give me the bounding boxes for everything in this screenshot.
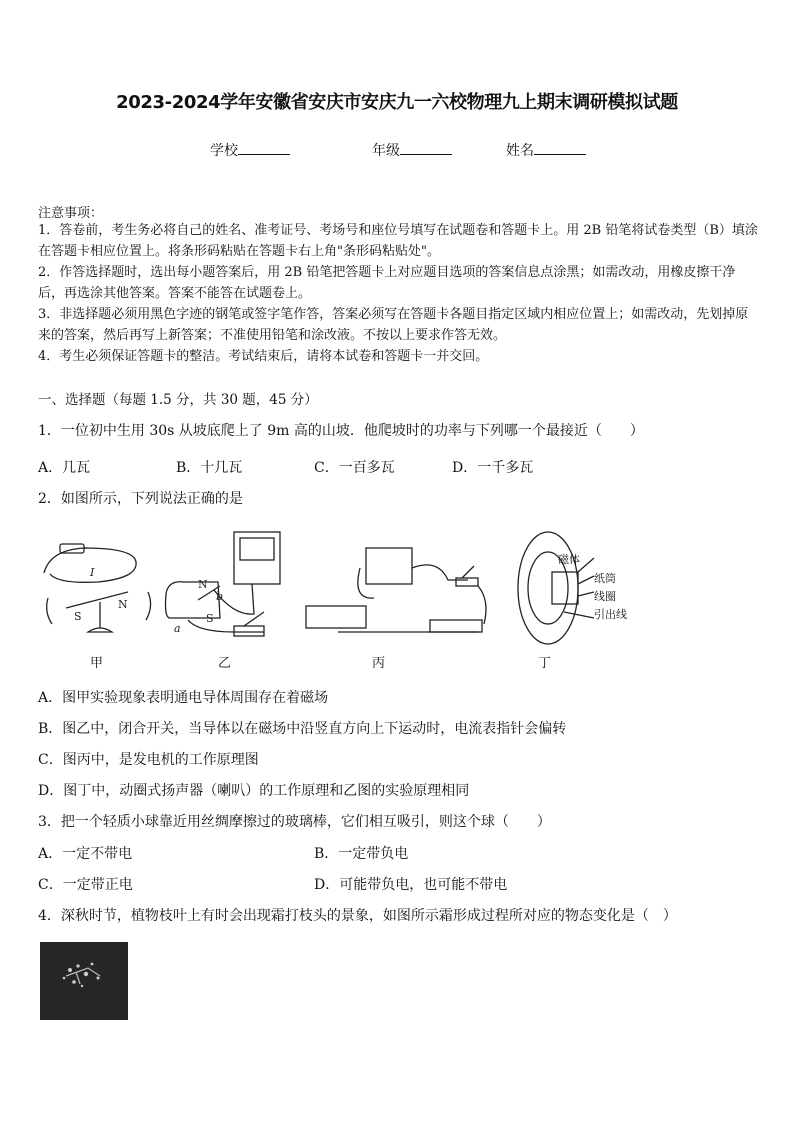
figure-caption-jia: 甲 xyxy=(90,656,104,671)
q1-option-b: B．十几瓦 xyxy=(176,460,243,476)
notes-heading: 注意事项： xyxy=(38,206,104,221)
svg-text:N: N xyxy=(118,598,128,611)
switch-icon xyxy=(234,626,264,636)
name-field xyxy=(506,140,586,160)
svg-text:a: a xyxy=(174,622,181,635)
frost-photo xyxy=(40,942,128,1020)
grade-label: 年级 xyxy=(372,143,400,159)
q2-option-c: C．图丙中，是发电机的工作原理图 xyxy=(38,752,259,768)
rheostat-icon xyxy=(430,620,482,632)
section-heading: 一、选择题（每题 1.5 分，共 30 题，45 分） xyxy=(38,392,318,408)
question-3-stem: 3．把一个轻质小球靠近用丝绸摩擦过的玻璃棒，它们相互吸引，则这个球（ ） xyxy=(38,814,551,830)
q2-option-a: A．图甲实验现象表明通电导体周围存在着磁场 xyxy=(38,690,329,706)
name-blank xyxy=(534,140,586,155)
speaker-label-lead-wire: 引出线 xyxy=(594,608,627,621)
svg-text:I: I xyxy=(90,566,95,579)
battery-pack-icon xyxy=(366,548,412,584)
q1-option-c: C．一百多瓦 xyxy=(314,460,395,476)
grade-field xyxy=(372,140,452,160)
svg-text:S: S xyxy=(206,612,214,625)
grade-blank xyxy=(400,140,452,155)
svg-text:b: b xyxy=(216,590,224,603)
question-4-stem: 4．深秋时节，植物枝叶上有时会出现霜打枝头的景象，如图所示霜形成过程所对应的物态变化是（ ） xyxy=(38,908,677,924)
question-1-stem: 1．一位初中生用 30s 从坡底爬上了 9m 高的山坡．他爬坡时的功率与下列哪一个最接近（ ） xyxy=(38,423,644,439)
note-2: 2．作答选择题时，选出每小题答案后，用 2B 铅笔把答题卡上对应题目选项的答案信息点涂黑；如需改动，用橡皮擦干净后，再选涂其他答案。答案不能答在试题卷上。 xyxy=(38,265,736,301)
question-2-stem: 2．如图所示，下列说法正确的是 xyxy=(38,491,243,507)
switch-icon-2 xyxy=(456,578,478,586)
q3-option-b: B．一定带负电 xyxy=(314,846,409,862)
svg-text:S: S xyxy=(74,610,82,623)
note-3: 3．非选择题必须用黑色字迹的钢笔或签字笔作答，答案必须写在答题卡各题目指定区域内相应位置上；如需改动，先划掉原来的答案，然后再写上新答案；不准使用铅笔和涂改液。不按以上要求作答无效。 xyxy=(38,307,749,343)
q3-option-c: C．一定带正电 xyxy=(38,877,133,893)
ammeter-icon xyxy=(234,532,280,584)
speaker-cone-icon xyxy=(518,532,578,644)
speaker-label-coil: 线圈 xyxy=(594,590,616,603)
exam-title: 2023-2024学年安徽省安庆市安庆九一六校物理九上期末调研模拟试题 xyxy=(116,92,678,113)
speaker-label-magnet: 磁体 xyxy=(558,553,580,566)
figure-caption-yi: 乙 xyxy=(218,656,232,671)
figure-caption-ding: 丁 xyxy=(538,656,552,671)
note-1: 1．答卷前，考生务必将自己的姓名、准考证号、考场号和座位号填写在试题卷和答题卡上。用 2B 铅笔将试卷类型（B）填涂在答题卡相应位置上。将条形码粘贴在答题卡右上角"条形码粘贴处"。 xyxy=(38,223,758,259)
q1-option-d: D．一千多瓦 xyxy=(452,460,534,476)
figure-caption-bing: 丙 xyxy=(372,656,386,671)
name-label: 姓名 xyxy=(506,143,534,159)
school-label: 学校 xyxy=(210,143,238,159)
svg-text:N: N xyxy=(198,578,208,591)
q2-option-b: B．图乙中，闭合开关，当导体以在磁场中沿竖直方向上下运动时，电流表指针会偏转 xyxy=(38,721,567,737)
q3-option-a: A．一定不带电 xyxy=(38,846,133,862)
school-blank xyxy=(238,140,290,155)
q1-option-a: A．几瓦 xyxy=(38,460,91,476)
q3-option-d: D．可能带负电，也可能不带电 xyxy=(314,877,508,893)
q2-option-d: D．图丁中，动圈式扬声器（喇叭）的工作原理和乙图的实验原理相同 xyxy=(38,783,470,799)
electromagnet-icon xyxy=(306,606,366,628)
note-4: 4．考生必须保证答题卡的整洁。考试结束后，请将本试卷和答题卡一并交回。 xyxy=(38,349,489,364)
speaker-label-paper-cone: 纸筒 xyxy=(594,572,616,585)
school-field xyxy=(210,140,290,160)
